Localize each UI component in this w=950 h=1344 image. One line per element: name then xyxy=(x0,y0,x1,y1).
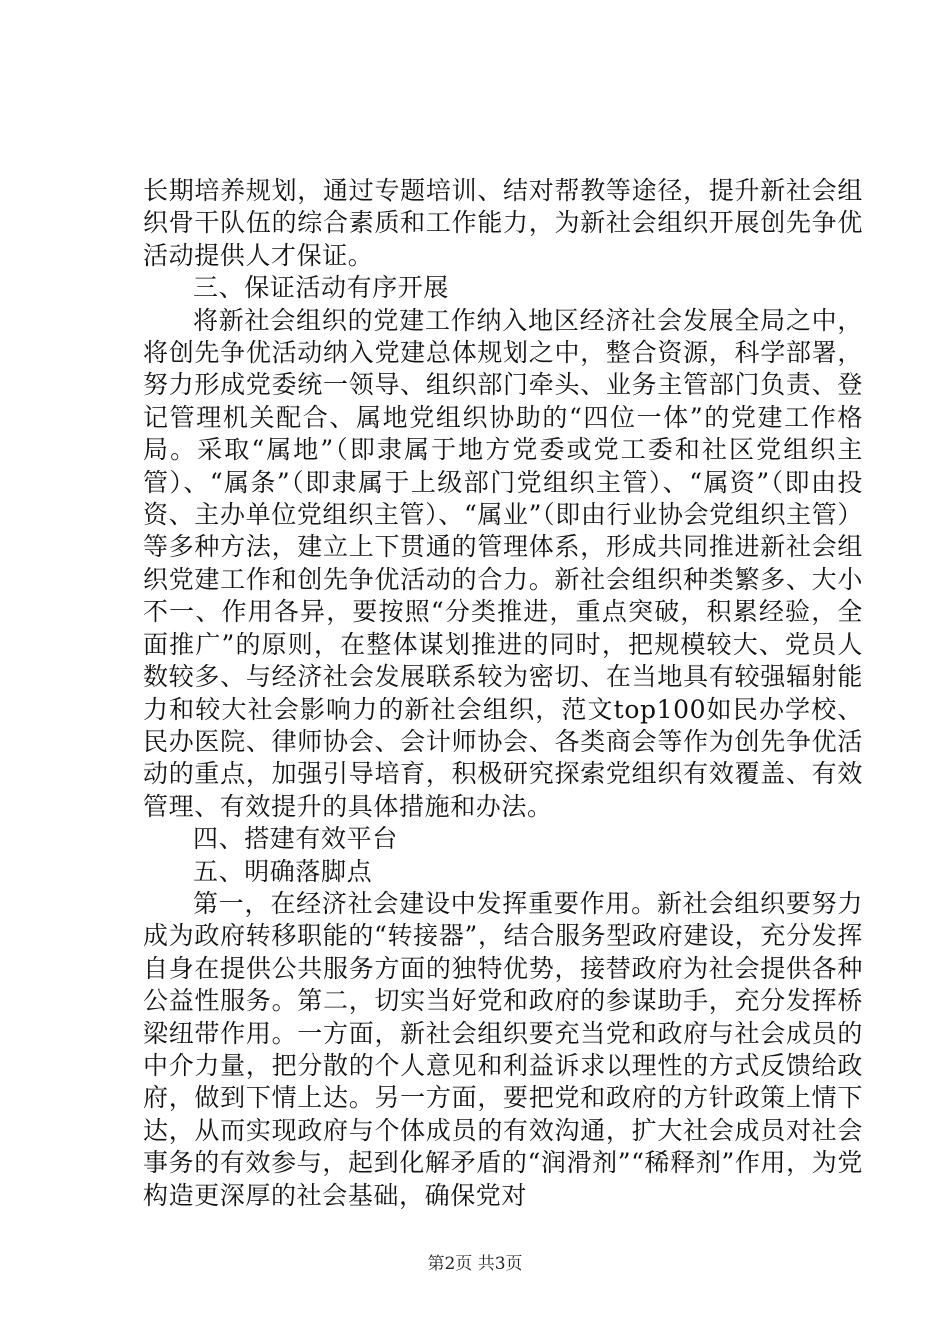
section-heading-5: 五、明确落脚点 xyxy=(193,856,373,886)
document-body xyxy=(143,175,863,1212)
section-heading-4: 四、搭建有效平台 xyxy=(193,824,398,854)
paragraph-continuation: 长期培养规划，通过专题培训、结对帮教等途径，提升新社会组织骨干队伍的综合素质和工作能力，为新社会组织开展创先争优活动提供人才保证。 xyxy=(143,176,863,270)
section-heading-3: 三、保证活动有序开展 xyxy=(193,273,450,303)
paragraph-section-3-body: 将新社会组织的党建工作纳入地区经济社会发展全局之中，将创先争优活动纳入党建总体规划之中，整合资源，科学部署，努力形成党委统一领导、组织部门牵头、业务主管部门负责、登记管理机关配合、属地党组织协助的“四位一体”的党建工作格局。采取“属地”（即隶属于地方党委或党工委和社区党组织主管）、“属条”（即隶属于上级部门党组织主管）、“属资”（即由投资、主办单位党组织主管）、“属业”（即由行业协会党组织主管）等多种方法，建立上下贯通的管理体系，形成共同推进新社会组织党建工作和创先争优活动的合力。新社会组织种类繁多、大小不一、作用各异，要按照“分类推进，重点突破，积累经验，全面推广”的原则，在整体谋划推进的同时，把规模较大、党员人数较多、与经济社会发展联系较为密切、在当地具有较强辐射能力和较大社会影响力的新社会组织，范文top100如民办学校、民办医院、律师协会、会计师协会、各类商会等作为创先争优活动的重点，加强引导培育，积极研究探索党组织有效覆盖、有效管理、有效提升的具体措施和办法。 xyxy=(143,305,863,821)
paragraph-section-5-body: 第一，在经济社会建设中发挥重要作用。新社会组织要努力成为政府转移职能的“转接器”，结合服务型政府建设，充分发挥自身在提供公共服务方面的独特优势，接替政府为社会提供各种公益性服务。第二，切实当好党和政府的参谋助手，充分发挥桥梁纽带作用。一方面，新社会组织要充当党和政府与社会成员的中介力量，把分散的个人意见和利益诉求以理性的方式反馈给政府，做到下情上达。另一方面，要把党和政府的方针政策上情下达，从而实现政府与个体成员的有效沟通，扩大社会成员对社会事务的有效参与，起到化解矛盾的“润滑剂”“稀释剂”作用，为党构造更深厚的社会基础，确保党对 xyxy=(143,888,863,1210)
page-number-footer: 第2页 共3页 xyxy=(427,1254,523,1274)
